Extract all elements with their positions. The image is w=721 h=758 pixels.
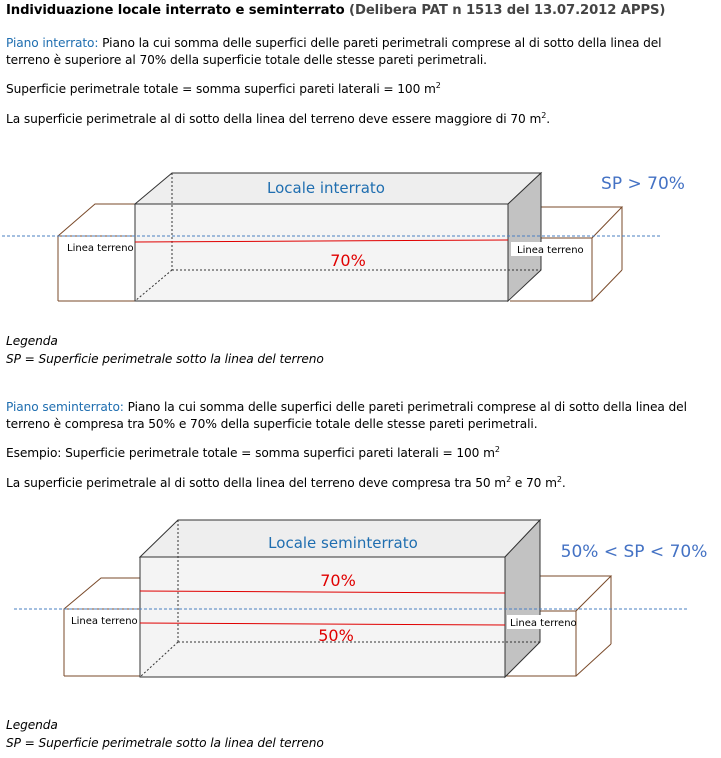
interrato-ground-right-label: Linea terreno [517,245,584,256]
seminterrato-total [6,445,706,462]
interrato-total [6,81,706,98]
interrato-legend-title: Legenda [6,334,58,348]
seminterrato-requirement [6,475,706,492]
seminterrato-ground-right-label: Linea terreno [510,618,577,629]
title-main: Individuazione locale interrato e seminterrato [6,3,345,18]
page-title [6,3,665,18]
interrato-requirement [6,111,706,128]
seminterrato-requirement-exp1: 2 [506,474,512,484]
interrato-legend [6,332,324,368]
title-sub: (Delibera PAT n 1513 del 13.07.2012 APPS) [349,3,666,18]
interrato-level-label: 70% [330,251,366,270]
seminterrato-definition-text: Piano la cui somma delle superfici delle pareti perimetrali comprese al di sotto della linea del terreno è compresa tra 50% e 70% della superficie totale delle stesse pareti perimetrali. [6,400,687,431]
seminterrato-total-text: Esempio: Superficie perimetrale totale = somma superfici pareti laterali = 100 m [6,446,495,460]
interrato-definition [6,35,706,69]
seminterrato-requirement-mid: e 70 m [511,476,557,490]
seminterrato-condition: 50% < SP < 70% [560,542,708,562]
seminterrato-legend-text: SP = Superficie perimetrale sotto la linea del terreno [6,736,324,750]
interrato-requirement-end: . [546,112,551,126]
seminterrato-legend-title: Legenda [6,718,58,732]
interrato-definition-text: Piano la cui somma delle superfici delle pareti perimetrali comprese al di sotto della linea del terreno è superiore al 70% della superficie totale delle stesse pareti perimetrali. [6,36,662,67]
interrato-condition: SP > 70% [601,174,685,194]
seminterrato-definition [6,399,706,433]
seminterrato-requirement-end: . [561,476,566,490]
seminterrato-figure [0,510,721,690]
interrato-total-exp: 2 [435,80,441,90]
seminterrato-total-exp: 2 [494,444,500,454]
interrato-figure [0,160,721,320]
seminterrato-lower-level-label: 50% [318,626,354,645]
seminterrato-requirement-exp2: 2 [556,474,562,484]
interrato-lead: Piano interrato: [6,36,99,50]
interrato-legend-text: SP = Superficie perimetrale sotto la linea del terreno [6,352,324,366]
interrato-box-front [135,204,508,301]
interrato-requirement-text: La superficie perimetrale al di sotto della linea del terreno deve essere maggiore di 70 m [6,112,542,126]
interrato-box-label: Locale interrato [267,179,385,197]
interrato-ground-left-label: Linea terreno [67,243,134,254]
seminterrato-upper-level-label: 70% [320,571,356,590]
seminterrato-requirement-text: La superficie perimetrale al di sotto della linea del terreno deve compresa tra 50 m [6,476,507,490]
seminterrato-legend [6,716,324,752]
seminterrato-lead: Piano seminterrato: [6,400,124,414]
interrato-total-text: Superficie perimetrale totale = somma superfici pareti laterali = 100 m [6,82,436,96]
interrato-requirement-exp: 2 [541,110,547,120]
seminterrato-ground-left-label: Linea terreno [71,616,138,627]
seminterrato-box-label: Locale seminterrato [268,534,418,552]
